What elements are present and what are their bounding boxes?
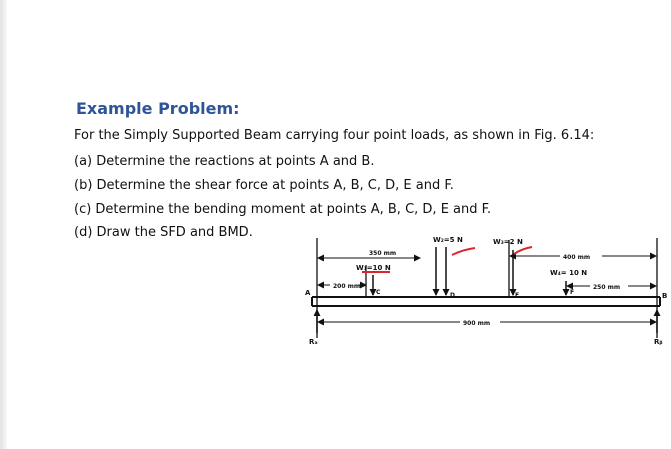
- point-d-label: D: [450, 292, 455, 299]
- load-w3-label: W₃=2 N: [493, 238, 523, 246]
- question-a: (a) Determine the reactions at points A and B.: [74, 154, 375, 169]
- point-a-label: A: [305, 289, 311, 297]
- point-b-label: B: [662, 292, 668, 300]
- point-e-label: E: [515, 292, 520, 299]
- point-f-label: F: [570, 289, 575, 296]
- figure-labels: [305, 236, 667, 346]
- underline-w3: [514, 247, 532, 254]
- point-c-label: C: [376, 289, 381, 296]
- load-w1-label: W₁=10 N: [356, 264, 391, 272]
- problem-statement: For the Simply Supported Beam carrying four point loads, as shown in Fig. 6.14:: [74, 128, 595, 143]
- reaction-b-label: Rᵦ: [654, 338, 663, 346]
- beam: [312, 297, 660, 306]
- question-c: (c) Determine the bending moment at points A, B, C, D, E and F.: [74, 202, 492, 217]
- load-arrows: [373, 247, 566, 295]
- dim-200-label: 200 mm: [333, 283, 361, 290]
- underline-w2: [452, 248, 475, 255]
- dim-900-label: 900 mm: [463, 320, 491, 327]
- example-heading: Example Problem:: [76, 99, 240, 118]
- dim-400-label: 400 mm: [563, 254, 591, 261]
- load-w2-label: W₂=5 N: [433, 236, 463, 244]
- question-d: (d) Draw the SFD and BMD.: [74, 225, 253, 240]
- dim-250-label: 250 mm: [593, 284, 621, 291]
- dim-350-label: 350 mm: [369, 250, 397, 257]
- reaction-a-label: Rₐ: [309, 338, 318, 346]
- question-b: (b) Determine the shear force at points A, B, C, D, E and F.: [74, 178, 454, 193]
- load-w4-label: W₄= 10 N: [550, 269, 588, 277]
